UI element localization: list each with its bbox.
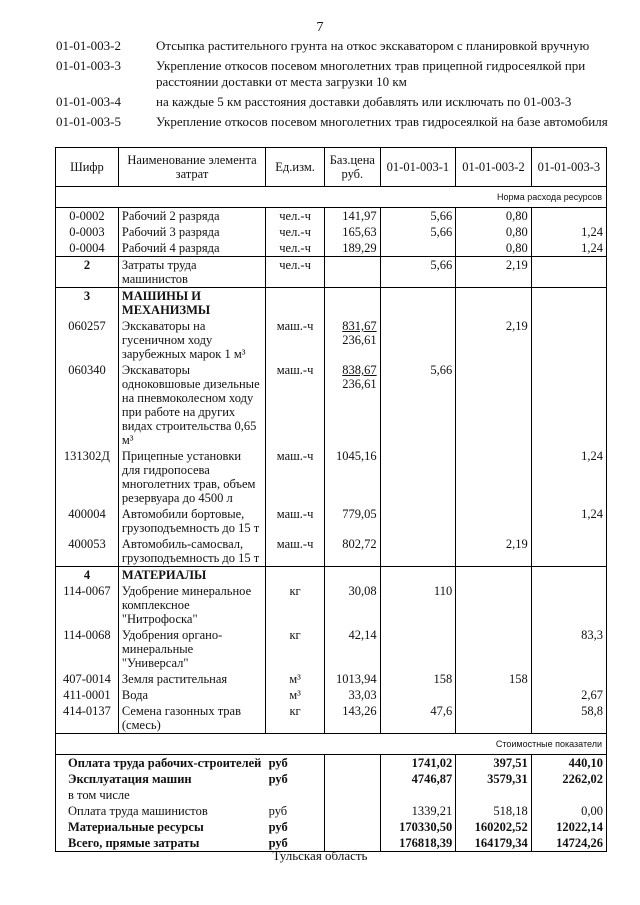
cell-value — [380, 240, 456, 257]
cell-value — [531, 257, 606, 288]
cell-unit: кг — [266, 627, 325, 671]
price: 141,97 — [342, 209, 377, 223]
cell-value — [380, 288, 456, 319]
cell-value: 47,6 — [380, 703, 456, 734]
cell-price — [325, 671, 381, 687]
cell-value: 0,80 — [456, 208, 532, 225]
total-empty — [325, 771, 381, 787]
cell-value — [531, 671, 606, 687]
cell-name: Удобрения органо-минеральные "Универсал" — [118, 627, 265, 671]
table-row — [56, 224, 607, 240]
total-value: 1339,21 — [380, 803, 456, 819]
cell-code: 4 — [56, 567, 119, 584]
cell-name: Рабочий 3 разряда — [118, 224, 265, 240]
cell-code: 0-0004 — [56, 240, 119, 257]
cell-name: Удобрение минеральное комплексное "Нитрофоска" — [118, 583, 265, 627]
table-row — [56, 536, 607, 567]
page-number: 7 — [316, 20, 324, 35]
cell-value: 5,66 — [380, 362, 456, 448]
cell-price — [325, 506, 381, 536]
cell-price — [325, 288, 381, 319]
cell-unit: маш.-ч — [266, 448, 325, 506]
cell-value: 158 — [456, 671, 532, 687]
cell-name: Автомобили бортовые, грузоподъемность до 15 т — [118, 506, 265, 536]
cell-value: 2,19 — [456, 318, 532, 362]
cell-code: 114-0068 — [56, 627, 119, 671]
table-row — [56, 288, 607, 319]
cell-value: 158 — [380, 671, 456, 687]
total-value: 164179,34 — [456, 835, 532, 852]
cell-value: 1,24 — [531, 448, 606, 506]
subheader-row — [56, 734, 607, 755]
total-value: 0,00 — [531, 803, 606, 819]
table-row — [56, 448, 607, 506]
cell-name: Земля растительная — [118, 671, 265, 687]
total-value — [380, 787, 456, 803]
cell-value: 1,24 — [531, 224, 606, 240]
total-row — [56, 755, 607, 772]
resource-table — [55, 147, 607, 852]
cell-value: 5,66 — [380, 257, 456, 288]
column-header: Шифр — [56, 148, 119, 187]
cell-value: 2,19 — [456, 536, 532, 567]
total-value: 160202,52 — [456, 819, 532, 835]
column-header: Наименование элемента затрат — [118, 148, 265, 187]
cell-unit: кг — [266, 583, 325, 627]
code-line — [56, 94, 616, 110]
total-value: 14724,26 — [531, 835, 606, 852]
code: 01-01-003-2 — [56, 38, 121, 53]
cell-value: 58,8 — [531, 703, 606, 734]
cell-value: 0,80 — [456, 240, 532, 257]
cell-value — [531, 318, 606, 362]
price: 779,05 — [342, 507, 377, 521]
total-row — [56, 771, 607, 787]
cell-value — [531, 362, 606, 448]
cell-unit — [266, 567, 325, 584]
price: 165,63 — [342, 225, 377, 239]
total-name: Всего, прямые затраты — [56, 835, 266, 852]
subheader-row — [56, 187, 607, 208]
cell-value — [456, 703, 532, 734]
code-line — [56, 58, 616, 90]
cell-name: Семена газонных трав (смесь) — [118, 703, 265, 734]
price: 1045,16 — [336, 449, 377, 463]
total-row — [56, 819, 607, 835]
total-value: 3579,31 — [456, 771, 532, 787]
table-row — [56, 318, 607, 362]
table-row — [56, 208, 607, 225]
cell-value — [456, 362, 532, 448]
price: 42,14 — [348, 628, 377, 642]
cell-unit: м³ — [266, 671, 325, 687]
cell-code: 400004 — [56, 506, 119, 536]
total-unit: руб — [268, 756, 288, 770]
total-name: Оплата труда рабочих-строителей — [56, 755, 266, 772]
total-unit: руб — [268, 772, 288, 786]
cell-price — [325, 567, 381, 584]
price: 30,08 — [348, 584, 377, 598]
table-header — [56, 148, 607, 187]
cell-value: 2,67 — [531, 687, 606, 703]
total-empty — [325, 819, 381, 835]
code: 01-01-003-4 — [56, 94, 121, 109]
table-row — [56, 671, 607, 687]
column-header: 01-01-003-1 — [380, 148, 456, 187]
code-text: Отсыпка растительного грунта на откос экскаватором с планировкой вручную — [156, 38, 590, 53]
cell-value: 0,80 — [456, 224, 532, 240]
cell-price — [325, 362, 381, 448]
cell-code: 411-0001 — [56, 687, 119, 703]
column-header: Баз.цена руб. — [325, 148, 381, 187]
cell-unit: чел.-ч — [266, 240, 325, 257]
total-name: Оплата труда машинистов — [56, 803, 266, 819]
total-empty — [325, 755, 381, 772]
table-row — [56, 703, 607, 734]
total-value: 440,10 — [531, 755, 606, 772]
price: 33,03 — [348, 688, 377, 702]
price-secondary: 236,61 — [342, 333, 377, 347]
total-unit: руб — [268, 804, 288, 818]
price-secondary: 236,61 — [342, 377, 377, 391]
table-row — [56, 627, 607, 671]
cell-price — [325, 703, 381, 734]
cell-value: 5,66 — [380, 224, 456, 240]
price: 838,67 — [342, 363, 377, 377]
total-value: 176818,39 — [380, 835, 456, 852]
cell-name: МАШИНЫ И МЕХАНИЗМЫ — [118, 288, 265, 319]
cell-price — [325, 224, 381, 240]
table-row — [56, 240, 607, 257]
table-row — [56, 583, 607, 627]
cell-name: Экскаваторы на гусеничном ходу зарубежных марок 1 м³ — [118, 318, 265, 362]
cell-code: 060340 — [56, 362, 119, 448]
total-value: 1741,02 — [380, 755, 456, 772]
table-row — [56, 506, 607, 536]
cell-unit: чел.-ч — [266, 208, 325, 225]
cell-value — [531, 583, 606, 627]
cell-name: Экскаваторы одноковшовые дизельные на пневмоколесном ходу при работе на других видах строительства 0,65 м³ — [118, 362, 265, 448]
cell-value — [456, 583, 532, 627]
total-empty — [325, 787, 381, 803]
cell-price — [325, 208, 381, 225]
cell-price — [325, 240, 381, 257]
cell-code: 414-0137 — [56, 703, 119, 734]
code-line — [56, 114, 616, 130]
price: 143,26 — [342, 704, 377, 718]
cell-unit: кг — [266, 703, 325, 734]
cell-unit: маш.-ч — [266, 362, 325, 448]
column-header: 01-01-003-2 — [456, 148, 532, 187]
price: 831,67 — [342, 319, 377, 333]
total-unit — [266, 787, 325, 803]
cell-value — [456, 687, 532, 703]
total-value: 518,18 — [456, 803, 532, 819]
cell-price — [325, 318, 381, 362]
cell-unit: маш.-ч — [266, 318, 325, 362]
total-name: Материальные ресурсы — [56, 819, 266, 835]
code-line — [56, 38, 616, 54]
price: 1013,94 — [336, 672, 377, 686]
cell-price — [325, 536, 381, 567]
cell-code: 3 — [56, 288, 119, 319]
cell-name: Рабочий 4 разряда — [118, 240, 265, 257]
total-value: 170330,50 — [380, 819, 456, 835]
total-value: 12022,14 — [531, 819, 606, 835]
code: 01-01-003-3 — [56, 58, 121, 73]
cell-value — [456, 567, 532, 584]
cell-code: 400053 — [56, 536, 119, 567]
cell-name: Прицепные установки для гидропосева многолетних трав, объем резервуара до 4500 л — [118, 448, 265, 506]
total-value — [531, 787, 606, 803]
price: 802,72 — [342, 537, 377, 551]
cell-unit: чел.-ч — [266, 224, 325, 240]
total-unit: руб — [268, 820, 288, 834]
cell-unit: м³ — [266, 687, 325, 703]
subheader-label: Стоимостные показатели — [56, 734, 607, 755]
cell-price — [325, 627, 381, 671]
cell-value — [531, 567, 606, 584]
cell-value — [380, 567, 456, 584]
cell-value — [531, 288, 606, 319]
cell-value: 1,24 — [531, 240, 606, 257]
cell-unit: маш.-ч — [266, 506, 325, 536]
cell-value — [531, 208, 606, 225]
column-header: 01-01-003-3 — [531, 148, 606, 187]
cell-price — [325, 687, 381, 703]
table-row — [56, 257, 607, 288]
cell-price — [325, 583, 381, 627]
cell-value — [380, 536, 456, 567]
code-text: Укрепление откосов посевом многолетних трав гидросеялкой на базе автомобиля — [156, 114, 608, 129]
cell-unit: чел.-ч — [266, 257, 325, 288]
total-value — [456, 787, 532, 803]
column-header: Ед.изм. — [266, 148, 325, 187]
cell-code: 0-0003 — [56, 224, 119, 240]
cell-value — [380, 448, 456, 506]
table-row — [56, 567, 607, 584]
cell-value: 5,66 — [380, 208, 456, 225]
cell-unit: маш.-ч — [266, 536, 325, 567]
cell-code: 407-0014 — [56, 671, 119, 687]
footer-region: Тульская область — [272, 848, 368, 863]
code-text: Укрепление откосов посевом многолетних трав прицепной гидросеялкой при расстоянии доставки от места загрузки 10 км — [156, 58, 586, 89]
table-row — [56, 362, 607, 448]
cell-code: 114-0067 — [56, 583, 119, 627]
table-row — [56, 687, 607, 703]
cell-value — [456, 288, 532, 319]
code-descriptions — [56, 38, 616, 134]
cell-value: 1,24 — [531, 506, 606, 536]
cell-price — [325, 257, 381, 288]
cell-value — [456, 448, 532, 506]
cell-value — [380, 627, 456, 671]
total-unit: руб — [266, 835, 325, 852]
code: 01-01-003-5 — [56, 114, 121, 129]
cell-name: Автомобиль-самосвал, грузоподъемность до 15 т — [118, 536, 265, 567]
cell-value: 2,19 — [456, 257, 532, 288]
cell-code: 2 — [56, 257, 119, 288]
price: 189,29 — [342, 241, 377, 255]
cell-code: 131302Д — [56, 448, 119, 506]
cell-name: Вода — [118, 687, 265, 703]
total-value: 397,51 — [456, 755, 532, 772]
subheader-label: Норма расхода ресурсов — [56, 187, 607, 208]
cell-value — [380, 506, 456, 536]
cell-name: МАТЕРИАЛЫ — [118, 567, 265, 584]
cell-value — [456, 627, 532, 671]
total-name: в том числе — [56, 787, 266, 803]
total-empty — [325, 803, 381, 819]
total-row — [56, 803, 607, 819]
total-value: 2262,02 — [531, 771, 606, 787]
cell-value: 83,3 — [531, 627, 606, 671]
total-value: 4746,87 — [380, 771, 456, 787]
total-name: Эксплуатация машин — [56, 771, 266, 787]
code-text: на каждые 5 км расстояния доставки добавлять или исключать по 01-003-3 — [156, 94, 572, 109]
cell-name: Затраты труда машинистов — [118, 257, 265, 288]
cell-value: 110 — [380, 583, 456, 627]
total-row — [56, 787, 607, 803]
cell-price — [325, 448, 381, 506]
cell-name: Рабочий 2 разряда — [118, 208, 265, 225]
cell-code: 060257 — [56, 318, 119, 362]
cell-unit — [266, 288, 325, 319]
cell-value — [531, 536, 606, 567]
cell-code: 0-0002 — [56, 208, 119, 225]
cell-value — [380, 687, 456, 703]
cell-value — [456, 506, 532, 536]
cell-value — [380, 318, 456, 362]
